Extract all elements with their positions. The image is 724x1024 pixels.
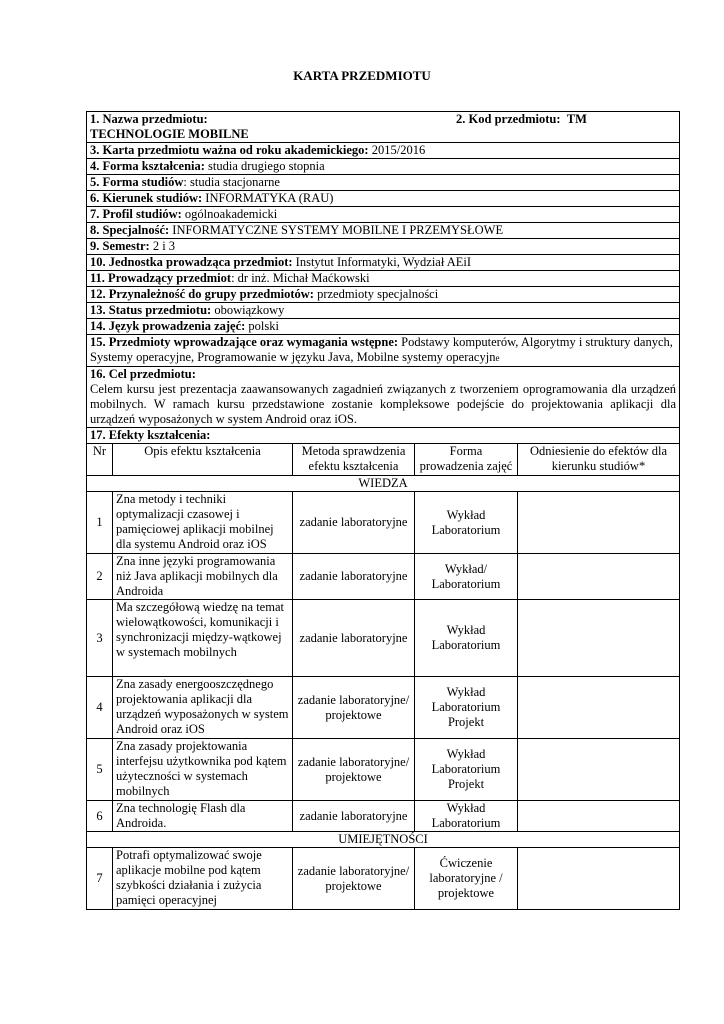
table-row: 7 Potrafi optymalizować swoje aplikacje mobilne pod kątem szybkości działania i zużycia pamięci operacyjnej zadanie laboratoryjne/ projektowe Ćwiczenie laboratoryjne / projektowe xyxy=(87,848,680,910)
header-metoda: Metoda sprawdzenia efektu kształcenia xyxy=(293,444,415,476)
field-13: 13. Status przedmiotu: obowiązkowy xyxy=(87,303,680,319)
effects-header-row xyxy=(87,444,680,476)
course-code: 2. Kod przedmiotu: TM xyxy=(456,112,587,126)
field-8: 8. Specjalność: INFORMATYCZNE SYSTEMY MOBILNE I PRZEMYSŁOWE xyxy=(87,223,680,239)
table-row: 2 Zna inne języki programowania niż Java aplikacji mobilnych dla Androida zadanie laboratoryjne Wykład/ Laboratorium xyxy=(87,554,680,600)
section-umiejetnosci: UMIEJĘTNOŚCI xyxy=(87,832,680,848)
table-row: 5 Zna zasady projektowania interfejsu użytkownika pod kątem użyteczności w systemach mobilnych zadanie laboratoryjne/ projektowe Wykład Laboratorium Projekt xyxy=(87,739,680,801)
table-row: 6 Zna technologię Flash dla Androida. zadanie laboratoryjne Wykład Laboratorium xyxy=(87,801,680,832)
table-row: 1 Zna metody i techniki optymalizacji czasowej i pamięciowej aplikacji mobilnej dla systemu Android oraz iOS zadanie laboratoryjne Wykład Laboratorium xyxy=(87,492,680,554)
header-forma: Forma prowadzenia zajęć xyxy=(415,444,518,476)
header-odniesienie: Odniesienie do efektów dla kierunku studiów* xyxy=(518,444,680,476)
course-card-table xyxy=(86,111,680,910)
course-name-label: 1. Nazwa przedmiotu: xyxy=(90,112,208,126)
field-17: 17. Efekty kształcenia: xyxy=(87,428,680,444)
field-11: 11. Prowadzący przedmiot: dr inż. Michał Maćkowski xyxy=(87,271,680,287)
field-6: 6. Kierunek studiów: INFORMATYKA (RAU) xyxy=(87,191,680,207)
table-row: 3 Ma szczegółową wiedzę na temat wielowątkowości, komunikacji i synchronizacji między-wątkowej w systemach mobilnych zadanie laboratoryjne Wykład Laboratorium xyxy=(87,600,680,677)
field-14: 14. Język prowadzenia zajęć: polski xyxy=(87,319,680,335)
header-opis: Opis efektu kształcenia xyxy=(113,444,293,476)
table-row: 4 Zna zasady energooszczędnego projektowania aplikacji dla urządzeń wyposażonych w system Android oraz iOS zadanie laboratoryjne/ projektowe Wykład Laboratorium Projekt xyxy=(87,677,680,739)
field-10: 10. Jednostka prowadząca przedmiot: Instytut Informatyki, Wydział AEiI xyxy=(87,255,680,271)
field-9: 9. Semestr: 2 i 3 xyxy=(87,239,680,255)
field-15: 15. Przedmioty wprowadzające oraz wymagania wstępne: Podstawy komputerów, Algorytmy i struktury danych, Systemy operacyjne, Programowanie w języku Java, Mobilne systemy operacyjne xyxy=(87,335,680,367)
field-4: 4. Forma kształcenia: studia drugiego stopnia xyxy=(87,159,680,175)
field-3: 3. Karta przedmiotu ważna od roku akademickiego: 2015/2016 xyxy=(87,143,680,159)
header-nr: Nr xyxy=(87,444,113,476)
field-16: 16. Cel przedmiotu: Celem kursu jest prezentacja zaawansowanych zagadnień związanych z tworzeniem oprogramowania dla urządzeń mobilnych. W ramach kursu przedstawione zostanie kompleksowe podejście do projektowania aplikacji dla urządzeń wyposażonych w system Android oraz iOS. xyxy=(87,367,680,428)
course-name-value: TECHNOLOGIE MOBILNE xyxy=(90,127,249,141)
field-1-2 xyxy=(87,112,680,143)
field-12: 12. Przynależność do grupy przedmiotów: przedmioty specjalności xyxy=(87,287,680,303)
field-5: 5. Forma studiów: studia stacjonarne xyxy=(87,175,680,191)
page-title: KARTA PRZEDMIOTU xyxy=(293,68,431,83)
field-7: 7. Profil studiów: ogólnoakademicki xyxy=(87,207,680,223)
section-wiedza: WIEDZA xyxy=(87,476,680,492)
